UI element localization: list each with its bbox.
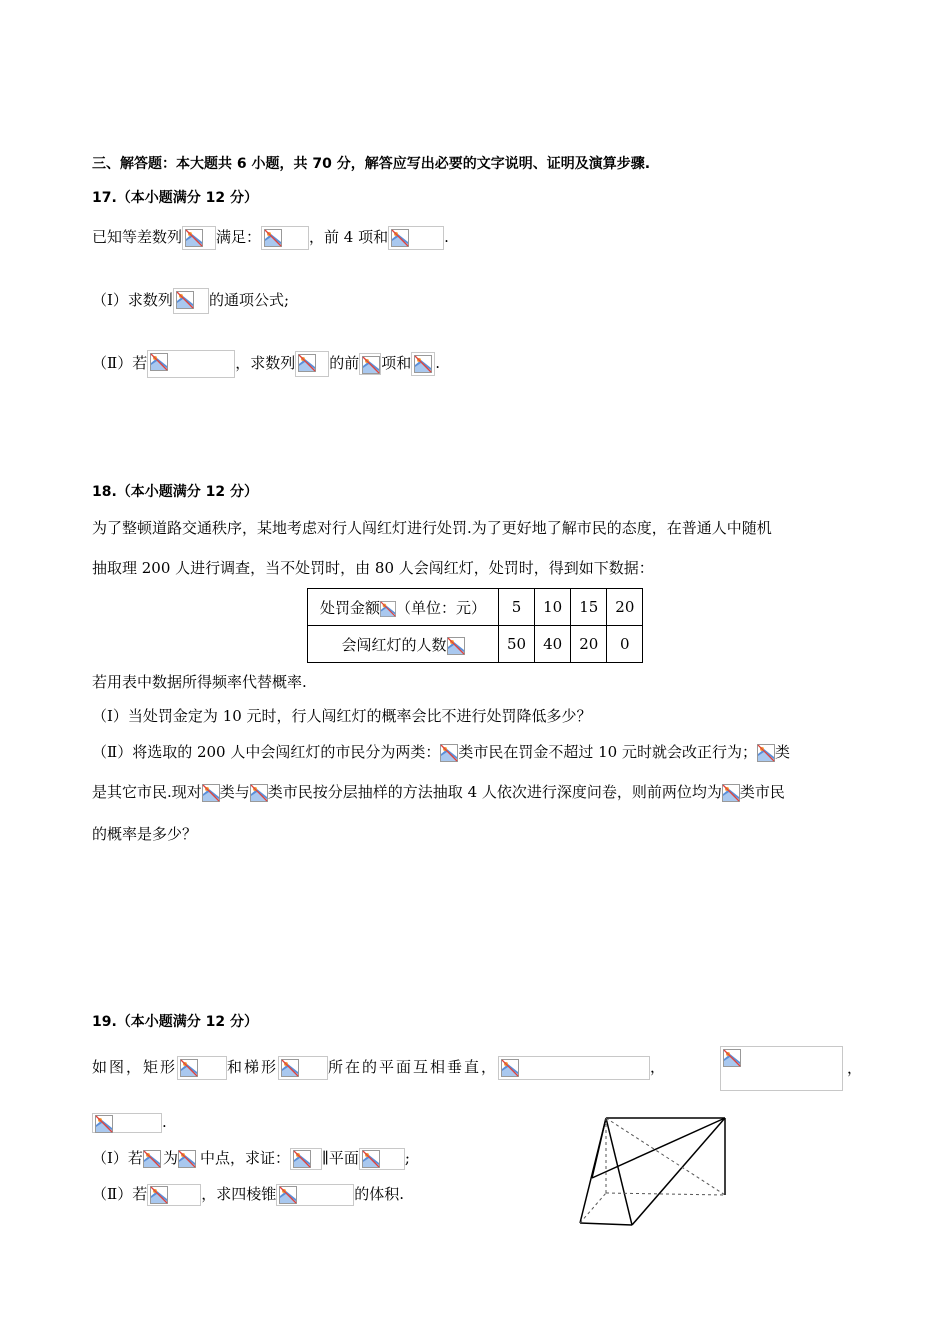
q19-part2-text: （Ⅱ）若 (92, 1185, 148, 1203)
table-header-cell (308, 589, 499, 626)
q19-part1-text: ∥平面 (321, 1149, 359, 1167)
formula-image-icon (290, 1148, 322, 1170)
q19-part1-text: ; (404, 1149, 410, 1167)
formula-image-icon (447, 637, 465, 655)
q19-part1-text: （Ⅰ）若 (92, 1149, 143, 1167)
q17-part1-text: （Ⅰ）求数列 (92, 291, 173, 309)
formula-image-icon (143, 1149, 163, 1169)
q19-part1-text: 中点，求证： (199, 1149, 290, 1167)
q17-stem-text: ，前 4 项和 (309, 228, 389, 246)
table-row (308, 589, 643, 626)
solid-geometry-figure (570, 1108, 740, 1228)
penalty-table (307, 588, 643, 663)
q19-stem-text: 和梯形 (227, 1058, 279, 1076)
q19-part2 (92, 1184, 404, 1206)
q19-stem-text: . (162, 1113, 167, 1131)
table-label: 处罚金额 (319, 598, 380, 617)
formula-image-icon (173, 288, 209, 314)
formula-image-icon (202, 783, 220, 803)
q18-part2-line1 (92, 742, 790, 763)
q18-part2-text: 类市民在罚金不超过 10 元时就会改正行为； (458, 743, 757, 761)
formula-image-icon (498, 1056, 650, 1080)
formula-image-icon (720, 1046, 843, 1091)
table-cell: 5 (499, 589, 535, 626)
formula-image-icon (295, 351, 329, 377)
q18-part2-line2 (92, 782, 785, 803)
q17-stem-text: 已知等差数列 (92, 228, 183, 246)
q17-part2-text: （Ⅱ）若 (92, 354, 148, 372)
q18-note: 若用表中数据所得频率代替概率. (92, 673, 307, 691)
table-header-cell (308, 626, 499, 663)
formula-image-icon (147, 350, 235, 378)
q18-line1: 为了整顿道路交通秩序，某地考虑对行人闯红灯进行处罚.为了更好地了解市民的态度，在普通人中随机 (92, 519, 772, 537)
q19-stem-text: ， (650, 1058, 668, 1076)
q17-stem-text: . (444, 228, 449, 246)
q18-part2-line3: 的概率是多少？ (92, 825, 198, 843)
q17-part2-text: 项和 (381, 354, 412, 372)
q19-title: 19.（本小题满分 12 分） (92, 1014, 259, 1030)
edge (592, 1118, 606, 1178)
q18-part2-text: （Ⅱ）将选取的 200 人中会闯红灯的市民分为两类： (92, 743, 441, 761)
table-row (308, 626, 643, 663)
q19-part1 (92, 1148, 410, 1170)
q17-part2 (92, 350, 440, 378)
q19-stem (92, 1056, 667, 1080)
formula-image-icon (359, 353, 381, 375)
q18-part2-text: 是其它市民.现对 (92, 783, 202, 801)
q18-part2-text: 类 (775, 743, 791, 761)
q17-part2-text: ，求数列 (235, 354, 296, 372)
section-heading: 三、解答题：本大题共 6 小题，共 70 分，解答应写出必要的文字说明、证明及演算步骤. (92, 156, 651, 172)
q19-stem-comma: ， (847, 1059, 863, 1077)
formula-image-icon (261, 226, 309, 250)
q18-part2-text: 类市民 (739, 783, 785, 801)
table-cell: 0 (607, 626, 643, 663)
q18-line2: 抽取理 200 人进行调查，当不处罚时，由 80 人会闯红灯，处罚时，得到如下数据： (92, 559, 654, 577)
table-label: （单位：元） (396, 598, 487, 617)
formula-image-icon (411, 352, 435, 376)
formula-image-icon (182, 226, 216, 250)
formula-image-icon (177, 1056, 227, 1080)
edge (580, 1223, 632, 1225)
formula-image-icon (440, 743, 458, 763)
q19-part2-text: ，求四棱锥 (201, 1185, 277, 1203)
table-cell: 20 (571, 626, 607, 663)
q17-part1-text: 的通项公式; (208, 291, 289, 309)
formula-image-icon (278, 1056, 328, 1080)
table-cell: 20 (607, 589, 643, 626)
q19-stem-text: 所在的平面互相垂直， (328, 1058, 499, 1076)
q18-part1: （Ⅰ）当处罚金定为 10 元时，行人闯红灯的概率会比不进行处罚降低多少？ (92, 707, 592, 725)
table-label: 会闯红灯的人数 (341, 635, 447, 654)
edge (592, 1118, 725, 1178)
q19-part2-text: 的体积. (354, 1185, 404, 1203)
edge (606, 1118, 632, 1225)
formula-image-icon (276, 1184, 354, 1206)
formula-image-icon (359, 1148, 405, 1170)
q19-stem-line2 (92, 1112, 167, 1133)
q17-stem-text: 满足： (216, 228, 262, 246)
formula-image-icon (757, 743, 775, 763)
formula-image-icon (250, 783, 268, 803)
q18-part2-text: 类与 (219, 783, 250, 801)
q17-stem (92, 226, 449, 250)
table-cell: 15 (571, 589, 607, 626)
formula-image-icon (380, 601, 396, 617)
q18-title: 18.（本小题满分 12 分） (92, 484, 259, 500)
q19-part1-text: 为 (162, 1149, 178, 1167)
formula-image-icon (722, 783, 740, 803)
table-cell: 50 (499, 626, 535, 663)
formula-image-icon (147, 1184, 201, 1206)
table-cell: 10 (535, 589, 571, 626)
hidden-edge (606, 1118, 725, 1195)
formula-image-icon (92, 1113, 162, 1133)
formula-image-icon (388, 226, 444, 250)
q17-title: 17.（本小题满分 12 分） (92, 190, 259, 206)
q17-part2-text: . (435, 354, 441, 372)
table-cell: 40 (535, 626, 571, 663)
q17-part1 (92, 288, 289, 314)
q19-stem-text: 如图，矩形 (92, 1058, 178, 1076)
edge (632, 1118, 725, 1225)
q17-part2-text: 的前 (329, 354, 360, 372)
formula-image-icon (178, 1149, 200, 1169)
q18-part2-text: 类市民按分层抽样的方法抽取 4 人依次进行深度问卷，则前两位均为 (267, 783, 722, 801)
